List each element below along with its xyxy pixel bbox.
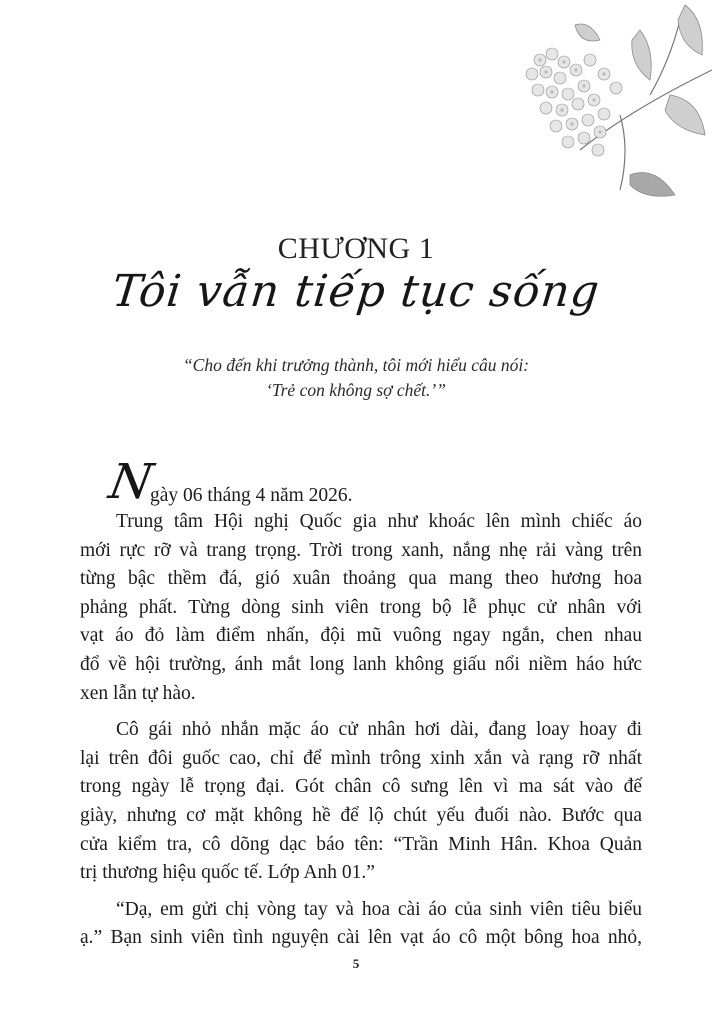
text-line: xen lẫn tự hào. [80, 682, 196, 704]
paragraph-2 [80, 716, 642, 888]
chapter-title: Tôi vẫn tiếp tục sống [109, 266, 603, 317]
text-line: đổ về hội trường, ánh mắt long lanh không giấu nổi niềm háo hức [80, 653, 642, 675]
text-line: trị thương hiệu quốc tế. Lớp Anh 01.” [80, 862, 375, 884]
body-text [80, 454, 642, 953]
text-line: “Dạ, em gửi chị vòng tay và hoa cài áo của sinh viên tiêu biểu [116, 898, 642, 920]
text-line: ạ.” Bạn sinh viên tình nguyện cài lên vạt áo cô một bông hoa nhỏ, [80, 927, 642, 949]
dateline-row [80, 454, 642, 510]
page-number: 5 [352, 956, 360, 971]
drop-cap: N [105, 454, 157, 510]
epigraph-line: ‘Trẻ con không sợ chết.’” [266, 380, 446, 400]
chapter-label: CHƯƠNG 1 [277, 232, 435, 265]
epigraph-line: “Cho đến khi trưởng thành, tôi mới hiểu câu nói: [182, 355, 530, 375]
text-line: từng bậc thềm đá, gió xuân thoảng qua mang theo hương hoa [80, 568, 642, 590]
dateline: gày 06 tháng 4 năm 2026. [150, 485, 353, 506]
text-line: Trung tâm Hội nghị Quốc gia như khoác lên mình chiếc áo [116, 511, 642, 532]
text-line: mới rực rỡ và trang trọng. Trời trong xanh, nắng nhẹ rải vàng trên [80, 539, 642, 561]
text-line: phảng phất. Từng dòng sinh viên trong bộ lễ phục cử nhân với [80, 596, 642, 618]
text-line: lại trên đôi guốc cao, chỉ để mình trông xinh xắn và rạng rỡ nhất [80, 747, 642, 769]
text-line: Cô gái nhỏ nhắn mặc áo cử nhân hơi dài, đang loay hoay đi [116, 719, 642, 741]
text-line: giày, nhưng cơ mặt không hề để lộ chút yếu đuối nào. Bước qua [80, 804, 642, 826]
paragraph-1 [80, 508, 642, 708]
paragraph-3 [80, 896, 642, 953]
text-line: vạt áo đỏ làm điểm nhấn, đội mũ vuông ngay ngắn, chen nhau [80, 625, 642, 647]
lilac-flower-illustration [480, 0, 712, 212]
epigraph [0, 353, 712, 403]
text-line: trong ngày lễ trọng đại. Gót chân cô sưng lên vì ma sát vào đế [80, 776, 642, 798]
text-line: cửa kiểm tra, cô dõng dạc báo tên: “Trần Minh Hân. Khoa Quản [80, 833, 642, 855]
